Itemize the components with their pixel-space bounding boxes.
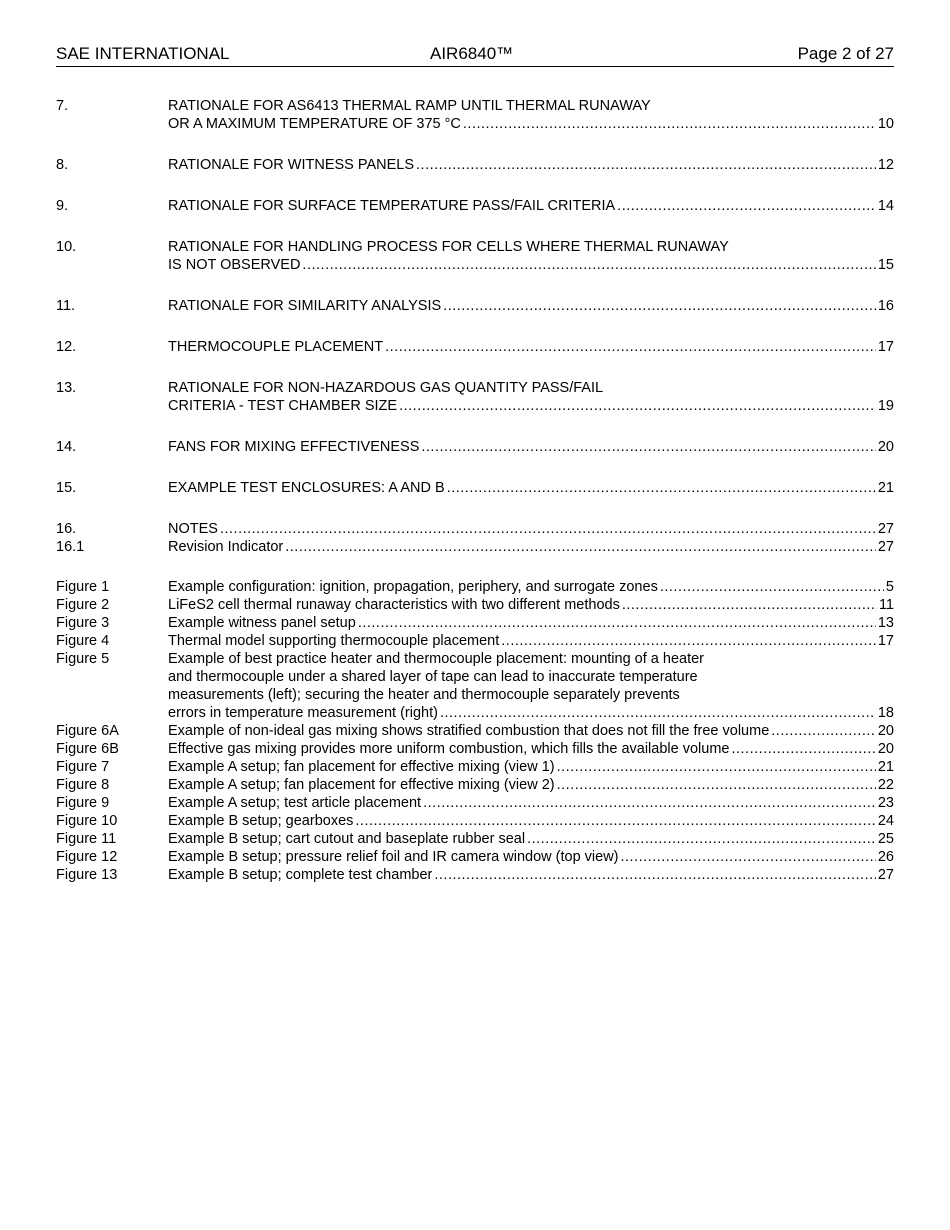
sections-page-number: 20 <box>877 439 894 455</box>
header-page-number: Page 2 of 27 <box>797 44 894 63</box>
sections-entry[interactable] <box>56 438 894 456</box>
notes-page-number: 27 <box>877 539 894 555</box>
sections-entry[interactable] <box>56 97 894 133</box>
figures-page-number: 20 <box>877 741 894 757</box>
toc-notes <box>56 520 894 556</box>
figures-number: Figure 6A <box>56 723 119 739</box>
figures-entry[interactable] <box>56 578 894 596</box>
notes-title-line: NOTES <box>168 521 218 537</box>
sections-entry[interactable] <box>56 297 894 315</box>
figures-entry[interactable] <box>56 650 894 722</box>
figures-page-number: 17 <box>877 633 894 649</box>
figures-number: Figure 5 <box>56 651 110 667</box>
figures-number: Figure 3 <box>56 615 110 631</box>
figures-number: Figure 7 <box>56 759 110 775</box>
figures-number: Figure 6B <box>56 741 119 757</box>
figures-number: Figure 9 <box>56 795 110 811</box>
figures-entry[interactable] <box>56 596 894 614</box>
sections-title-line: EXAMPLE TEST ENCLOSURES: A AND B <box>168 480 445 496</box>
sections-page-number: 12 <box>877 157 894 173</box>
figures-number: Figure 1 <box>56 579 110 595</box>
notes-title <box>168 520 894 538</box>
dot-leader <box>399 397 876 415</box>
sections-number: 12. <box>56 339 77 355</box>
figures-title-line: and thermocouple under a shared layer of tape can lead to inaccurate temperature <box>168 669 698 685</box>
sections-page-number: 14 <box>877 198 894 214</box>
dot-leader <box>421 438 875 456</box>
dot-leader <box>463 115 876 133</box>
dot-leader <box>731 740 875 758</box>
figures-title <box>168 722 894 740</box>
sections-entry[interactable] <box>56 238 894 274</box>
figures-number: Figure 11 <box>56 831 117 847</box>
sections-page-number: 15 <box>877 257 894 273</box>
page-header <box>56 42 894 67</box>
sections-page-number: 16 <box>877 298 894 314</box>
sections-title-line: THERMOCOUPLE PLACEMENT <box>168 339 384 355</box>
notes-number: 16.1 <box>56 539 85 555</box>
figures-page-number: 5 <box>885 579 894 595</box>
dot-leader <box>501 632 876 650</box>
sections-title-line: CRITERIA - TEST CHAMBER SIZE <box>168 398 398 414</box>
notes-title-line: Revision Indicator <box>168 539 284 555</box>
toc-figures <box>56 578 894 884</box>
header-organization: SAE INTERNATIONAL <box>56 44 230 63</box>
figures-entry[interactable] <box>56 722 894 740</box>
dot-leader <box>434 866 876 884</box>
figures-entry[interactable] <box>56 740 894 758</box>
figures-page-number: 13 <box>877 615 894 631</box>
notes-entry[interactable] <box>56 520 894 538</box>
dot-leader <box>385 338 876 356</box>
figures-page-number: 22 <box>877 777 894 793</box>
figures-title-line: Example B setup; cart cutout and baseplate rubber seal <box>168 831 526 847</box>
figures-title-line: Example A setup; fan placement for effective mixing (view 2) <box>168 777 555 793</box>
dot-leader <box>285 538 876 556</box>
sections-number: 13. <box>56 380 77 396</box>
sections-entry[interactable] <box>56 197 894 215</box>
toc-sections <box>56 97 894 497</box>
sections-number: 8. <box>56 157 69 173</box>
figures-title <box>168 740 894 758</box>
table-of-contents <box>56 97 894 884</box>
dot-leader <box>621 848 876 866</box>
figures-title <box>168 866 894 884</box>
figures-entry[interactable] <box>56 866 894 884</box>
dot-leader <box>358 614 876 632</box>
figures-entry[interactable] <box>56 830 894 848</box>
figures-title-line: measurements (left); securing the heater and thermocouple separately prevents <box>168 687 680 703</box>
figures-page-number: 24 <box>877 813 894 829</box>
figures-title <box>168 578 894 596</box>
sections-title <box>168 238 894 274</box>
figures-title-line: LiFeS2 cell thermal runaway characteristics with two different methods <box>168 597 620 613</box>
sections-entry[interactable] <box>56 379 894 415</box>
figures-title <box>168 632 894 650</box>
figures-page-number: 20 <box>877 723 894 739</box>
sections-page-number: 19 <box>877 398 894 414</box>
sections-page-number: 17 <box>877 339 894 355</box>
figures-page-number: 21 <box>877 759 894 775</box>
sections-number: 10. <box>56 239 77 255</box>
figures-entry[interactable] <box>56 614 894 632</box>
figures-title <box>168 650 894 722</box>
figures-entry[interactable] <box>56 758 894 776</box>
dot-leader <box>617 197 876 215</box>
figures-title-line: Example A setup; test article placement <box>168 795 422 811</box>
figures-title-line: Thermal model supporting thermocouple placement <box>168 633 500 649</box>
sections-title-line: RATIONALE FOR WITNESS PANELS <box>168 157 415 173</box>
sections-number: 15. <box>56 480 77 496</box>
dot-leader <box>440 704 876 722</box>
figures-title <box>168 758 894 776</box>
dot-leader <box>660 578 884 596</box>
dot-leader <box>220 520 876 538</box>
figures-page-number: 18 <box>877 705 894 721</box>
figures-entry[interactable] <box>56 848 894 866</box>
dot-leader <box>527 830 876 848</box>
figures-title-line: Example of non-ideal gas mixing shows stratified combustion that does not fill the free volume <box>168 723 770 739</box>
dot-leader <box>355 812 875 830</box>
figures-number: Figure 2 <box>56 597 110 613</box>
figures-title-line: Example B setup; complete test chamber <box>168 867 433 883</box>
figures-title <box>168 812 894 830</box>
sections-entry[interactable] <box>56 338 894 356</box>
sections-entry[interactable] <box>56 156 894 174</box>
figures-number: Figure 10 <box>56 813 118 829</box>
figures-title <box>168 776 894 794</box>
figures-title <box>168 794 894 812</box>
figures-title-line: Example witness panel setup <box>168 615 356 631</box>
dot-leader <box>771 722 876 740</box>
figures-title-line: Example A setup; fan placement for effective mixing (view 1) <box>168 759 555 775</box>
sections-title-line: RATIONALE FOR HANDLING PROCESS FOR CELLS WHERE THERMAL RUNAWAY <box>168 239 729 255</box>
sections-entry[interactable] <box>56 479 894 497</box>
figures-number: Figure 13 <box>56 867 118 883</box>
sections-title-line: FANS FOR MIXING EFFECTIVENESS <box>168 439 420 455</box>
figures-title-line: Effective gas mixing provides more uniform combustion, which fills the available volume <box>168 741 730 757</box>
sections-title-line: OR A MAXIMUM TEMPERATURE OF 375 °C <box>168 116 461 132</box>
notes-number: 16. <box>56 521 77 537</box>
notes-title <box>168 538 894 556</box>
dot-leader <box>302 256 875 274</box>
sections-title <box>168 438 894 456</box>
header-document-number: AIR6840™ <box>430 44 514 63</box>
figures-number: Figure 12 <box>56 849 118 865</box>
sections-number: 14. <box>56 439 77 455</box>
sections-page-number: 21 <box>877 480 894 496</box>
figures-title-line: Example B setup; pressure relief foil and IR camera window (top view) <box>168 849 619 865</box>
dot-leader <box>447 479 876 497</box>
notes-entry[interactable] <box>56 538 894 556</box>
sections-title <box>168 156 894 174</box>
sections-title <box>168 479 894 497</box>
sections-title <box>168 97 894 133</box>
figures-entry[interactable] <box>56 632 894 650</box>
figures-page-number: 23 <box>877 795 894 811</box>
dot-leader <box>557 758 876 776</box>
figures-page-number: 26 <box>877 849 894 865</box>
sections-number: 11. <box>56 298 76 314</box>
figures-title <box>168 830 894 848</box>
dot-leader <box>622 596 877 614</box>
figures-title-line: Example configuration: ignition, propagation, periphery, and surrogate zones <box>168 579 658 595</box>
figures-number: Figure 8 <box>56 777 110 793</box>
figures-title-line: Example B setup; gearboxes <box>168 813 354 829</box>
figures-page-number: 25 <box>877 831 894 847</box>
sections-title-line: RATIONALE FOR AS6413 THERMAL RAMP UNTIL THERMAL RUNAWAY <box>168 98 651 114</box>
dot-leader <box>423 794 876 812</box>
dot-leader <box>557 776 876 794</box>
dot-leader <box>416 156 876 174</box>
sections-title-line: RATIONALE FOR NON-HAZARDOUS GAS QUANTITY PASS/FAIL <box>168 380 604 396</box>
dot-leader <box>443 297 876 315</box>
figures-title <box>168 596 894 614</box>
figures-title <box>168 614 894 632</box>
figures-title-line: errors in temperature measurement (right) <box>168 705 438 721</box>
sections-title <box>168 379 894 415</box>
figures-title <box>168 848 894 866</box>
figures-page-number: 27 <box>877 867 894 883</box>
figures-entry[interactable] <box>56 794 894 812</box>
sections-number: 7. <box>56 98 69 114</box>
figures-entry[interactable] <box>56 776 894 794</box>
figures-page-number: 11 <box>878 597 894 613</box>
sections-number: 9. <box>56 198 69 214</box>
figures-number: Figure 4 <box>56 633 110 649</box>
figures-title-line: Example of best practice heater and thermocouple placement: mounting of a heater <box>168 651 705 667</box>
sections-title <box>168 297 894 315</box>
sections-title-line: IS NOT OBSERVED <box>168 257 301 273</box>
notes-page-number: 27 <box>877 521 894 537</box>
sections-title-line: RATIONALE FOR SIMILARITY ANALYSIS <box>168 298 442 314</box>
sections-title <box>168 197 894 215</box>
sections-title <box>168 338 894 356</box>
sections-page-number: 10 <box>877 116 894 132</box>
sections-title-line: RATIONALE FOR SURFACE TEMPERATURE PASS/FAIL CRITERIA <box>168 198 616 214</box>
figures-entry[interactable] <box>56 812 894 830</box>
